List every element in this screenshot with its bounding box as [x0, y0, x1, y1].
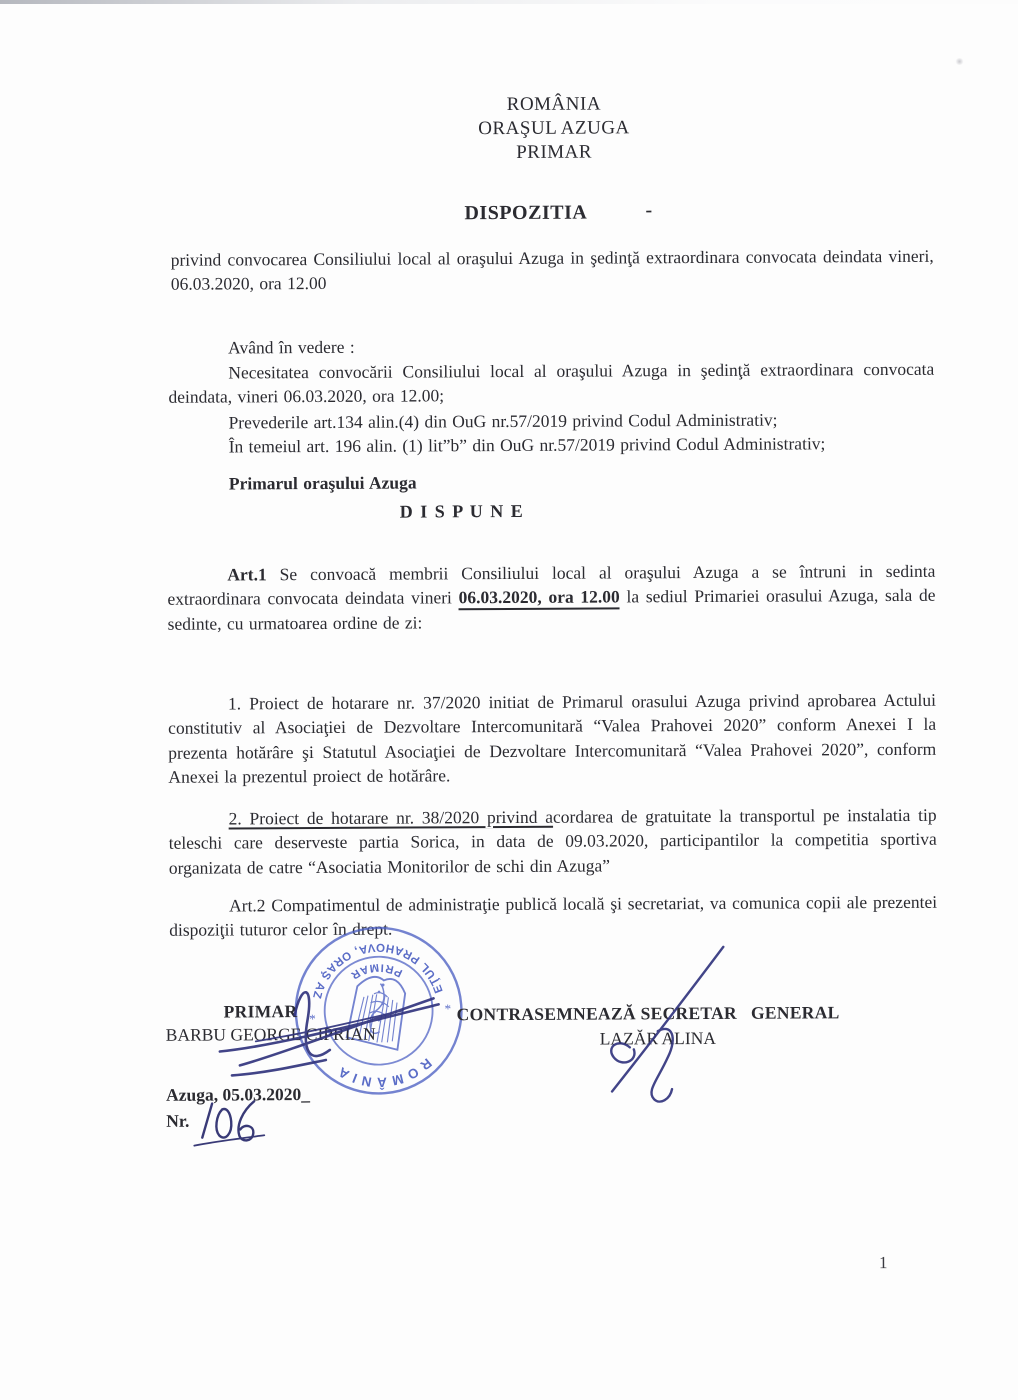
signer-right-role: CONTRASEMNEAZĂ SECRETAR GENERAL: [456, 1002, 840, 1025]
article-1-date-highlight: 06.03.2020, ora 12.00: [459, 587, 620, 611]
document-subtitle: privind convocarea Consiliului local al oraşului Azuga in şedinţă extraordinara convocata deindata vineri, 06.03.2020, ora 12.00: [170, 245, 934, 294]
place-date-line: Azuga, 05.03.2020_: [166, 1084, 311, 1105]
letterhead-office: PRIMAR: [516, 141, 593, 163]
signer-left-name: BARBU GEORGE CIPRIAN: [165, 1023, 376, 1045]
stamp-county-text: JUDEŢUL PRAHOVA, ORAŞ AZUGA: [309, 940, 446, 1002]
article-1-text-before: Se convoacă membrii Consiliului local al oraşului Azuga a se întruni in sedinta extraordinara convocata deindata vineri: [167, 560, 936, 609]
signer-right-name: LAZĂR ALINA: [599, 1027, 716, 1049]
stamp-star-left: *: [443, 997, 452, 1014]
page-number: 1: [878, 1253, 888, 1273]
agenda-item-2: [169, 802, 937, 880]
issuer-line: Primarul oraşului Azuga: [228, 471, 417, 493]
preamble-item-1: Necesitatea convocării Consiliului local al oraşului Azuga in şedinţă extraordinara convocata deindata, vineri 06.03.2020, ora 12.00;: [168, 358, 935, 407]
signature-right-ink: [583, 939, 754, 1115]
article-1-label: Art.1: [227, 563, 267, 584]
title-dash: -: [645, 199, 653, 222]
article-1: [167, 558, 935, 636]
letterhead-country: ROMÂNIA: [506, 93, 602, 116]
letterhead-city: ORAŞUL AZUGA: [478, 117, 630, 140]
signer-left-role: PRIMAR: [223, 1001, 298, 1022]
signature-left-ink: [197, 952, 466, 1093]
stamp-office-text: PRIMAR: [346, 960, 405, 983]
stamp-star-right: *: [308, 1007, 317, 1024]
preamble-intro: Având în vedere :: [228, 336, 355, 357]
agenda-item-2-underlined: 2. Proiect de hotarare nr. 38/2020 privind a: [228, 806, 554, 828]
agenda-item-1: 1. Proiect de hotarare nr. 37/2020 initiat de Primarul orasului Azuga privind aprobarea Actului constitutiv al Asociaţiei de Dezvoltare Intercomunitară “Valea Prahovei 2020” conform Anexei I la prezenta hotărâre şi Statutul Asociaţiei de Dezvoltare Intercomunitară “Valea Prahovei 2020”, conform Anexei la prezentul proiect de hotărâre.: [168, 689, 937, 788]
agenda-item-2-rest: cordarea de gratuitate la transportul pe instalatia tip teleschi care deserveste partia Sorica, in data de 09.03.2020, participantilor la competitia sportiva organizata de catre “Asociatia Monitorilor de schi din Azuga”: [168, 804, 937, 878]
document-title: DISPOZITIA: [464, 201, 588, 225]
article-2: Art.2 Compatimentul de administraţie publică locală şi secretariat, va comunica copii ale prezentei dispoziţii tuturor celor în drept.: [169, 891, 938, 940]
dispune-heading: D I S P U N E: [399, 500, 525, 522]
number-value-handwritten: [192, 1097, 266, 1149]
preamble-item-2: Prevederile art.134 alin.(4) din OuG nr.57/2019 privind Codul Administrativ;: [228, 409, 778, 432]
number-label: Nr.: [166, 1110, 190, 1131]
letterhead: [404, 92, 704, 166]
preamble-item-3: În temeiul art. 196 alin. (1) lit”b” din OuG nr.57/2019 privind Codul Administrativ;: [228, 432, 826, 456]
article-1-text-after: la sediul Primariei orasului Azuga, sala de sedinte, cu urmatoarea ordine de zi:: [167, 584, 936, 634]
stamp-country-text: ROMÂNIA: [331, 1055, 435, 1090]
